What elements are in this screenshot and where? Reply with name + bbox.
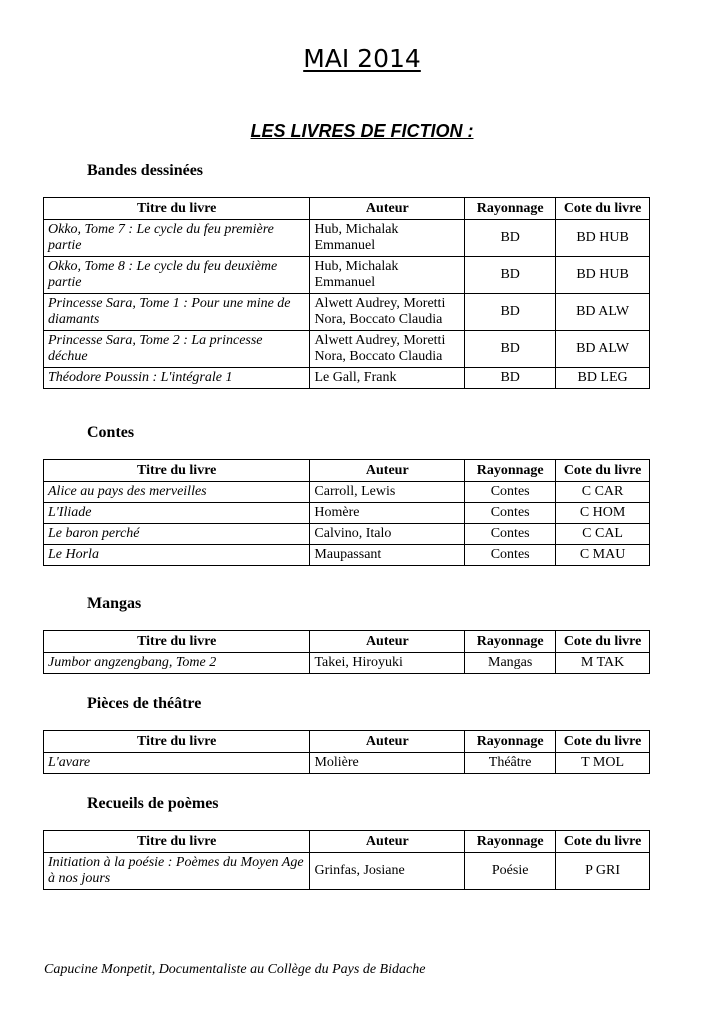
book-shelf: Contes	[465, 503, 556, 524]
book-author: Calvino, Italo	[310, 524, 465, 545]
table-row	[44, 503, 650, 524]
header-author: Auteur	[310, 198, 465, 220]
header-author: Auteur	[310, 460, 465, 482]
book-code: BD ALW	[556, 331, 650, 368]
header-title: Titre du livre	[44, 831, 310, 853]
table-bandes-dessinees	[43, 197, 650, 389]
book-author: Homère	[310, 503, 465, 524]
book-author: Hub, Michalak Emmanuel	[310, 257, 465, 294]
book-author: Le Gall, Frank	[310, 368, 465, 389]
book-author: Alwett Audrey, Moretti Nora, Boccato Claudia	[310, 294, 465, 331]
header-shelf: Rayonnage	[465, 198, 556, 220]
book-shelf: BD	[465, 331, 556, 368]
book-shelf: BD	[465, 220, 556, 257]
table-mangas	[43, 630, 650, 674]
section-heading-mangas: Mangas	[87, 595, 142, 612]
table-row	[44, 853, 650, 890]
book-code: BD ALW	[556, 294, 650, 331]
book-shelf: Contes	[465, 524, 556, 545]
book-author: Maupassant	[310, 545, 465, 566]
page-subtitle: LES LIVRES DE FICTION :	[250, 121, 474, 141]
book-shelf: BD	[465, 368, 556, 389]
book-code: BD HUB	[556, 220, 650, 257]
table-contes	[43, 459, 650, 566]
page-title: MAI 2014	[303, 44, 421, 73]
header-title: Titre du livre	[44, 460, 310, 482]
book-title: Okko, Tome 8 : Le cycle du feu deuxième partie	[44, 257, 310, 294]
book-author: Carroll, Lewis	[310, 482, 465, 503]
header-title: Titre du livre	[44, 731, 310, 753]
book-code: C CAR	[556, 482, 650, 503]
table-row	[44, 482, 650, 503]
book-title: Princesse Sara, Tome 1 : Pour une mine de diamants	[44, 294, 310, 331]
book-title: Théodore Poussin : L'intégrale 1	[44, 368, 310, 389]
book-code: T MOL	[556, 753, 650, 774]
book-shelf: Théâtre	[465, 753, 556, 774]
table-row	[44, 220, 650, 257]
book-title: Princesse Sara, Tome 2 : La princesse déchue	[44, 331, 310, 368]
book-title: L'avare	[44, 753, 310, 774]
table-row	[44, 545, 650, 566]
header-code: Cote du livre	[556, 731, 650, 753]
book-code: M TAK	[556, 653, 650, 674]
section-heading-poemes: Recueils de poèmes	[87, 795, 219, 812]
header-shelf: Rayonnage	[465, 831, 556, 853]
header-code: Cote du livre	[556, 460, 650, 482]
section-heading-contes: Contes	[87, 424, 135, 441]
table-header-row	[44, 198, 650, 220]
book-code: C CAL	[556, 524, 650, 545]
section-heading-theatre: Pièces de théâtre	[87, 695, 202, 712]
book-code: BD LEG	[556, 368, 650, 389]
book-shelf: BD	[465, 257, 556, 294]
book-author: Alwett Audrey, Moretti Nora, Boccato Claudia	[310, 331, 465, 368]
book-shelf: Poésie	[465, 853, 556, 890]
header-shelf: Rayonnage	[465, 731, 556, 753]
table-header-row	[44, 731, 650, 753]
book-shelf: Contes	[465, 545, 556, 566]
book-code: C HOM	[556, 503, 650, 524]
book-title: Initiation à la poésie : Poèmes du Moyen Age à nos jours	[44, 853, 310, 890]
header-code: Cote du livre	[556, 831, 650, 853]
table-row	[44, 368, 650, 389]
header-title: Titre du livre	[44, 631, 310, 653]
book-shelf: BD	[465, 294, 556, 331]
table-row	[44, 257, 650, 294]
book-shelf: Mangas	[465, 653, 556, 674]
table-row	[44, 331, 650, 368]
book-title: Okko, Tome 7 : Le cycle du feu première partie	[44, 220, 310, 257]
header-code: Cote du livre	[556, 198, 650, 220]
book-author: Molière	[310, 753, 465, 774]
book-author: Hub, Michalak Emmanuel	[310, 220, 465, 257]
table-header-row	[44, 460, 650, 482]
header-shelf: Rayonnage	[465, 460, 556, 482]
book-author: Takei, Hiroyuki	[310, 653, 465, 674]
footer-credit: Capucine Monpetit, Documentaliste au Collège du Pays de Bidache	[44, 962, 426, 977]
header-shelf: Rayonnage	[465, 631, 556, 653]
book-shelf: Contes	[465, 482, 556, 503]
table-poemes	[43, 830, 650, 890]
book-code: BD HUB	[556, 257, 650, 294]
header-author: Auteur	[310, 831, 465, 853]
book-title: Jumbor angzengbang, Tome 2	[44, 653, 310, 674]
table-row	[44, 653, 650, 674]
book-author: Grinfas, Josiane	[310, 853, 465, 890]
header-code: Cote du livre	[556, 631, 650, 653]
table-header-row	[44, 831, 650, 853]
book-title: Alice au pays des merveilles	[44, 482, 310, 503]
table-row	[44, 753, 650, 774]
table-row	[44, 524, 650, 545]
book-title: L'Iliade	[44, 503, 310, 524]
book-title: Le baron perché	[44, 524, 310, 545]
table-theatre	[43, 730, 650, 774]
section-heading-bandes-dessinees: Bandes dessinées	[87, 162, 204, 179]
book-title: Le Horla	[44, 545, 310, 566]
header-title: Titre du livre	[44, 198, 310, 220]
book-code: P GRI	[556, 853, 650, 890]
header-author: Auteur	[310, 731, 465, 753]
table-header-row	[44, 631, 650, 653]
header-author: Auteur	[310, 631, 465, 653]
book-code: C MAU	[556, 545, 650, 566]
table-row	[44, 294, 650, 331]
